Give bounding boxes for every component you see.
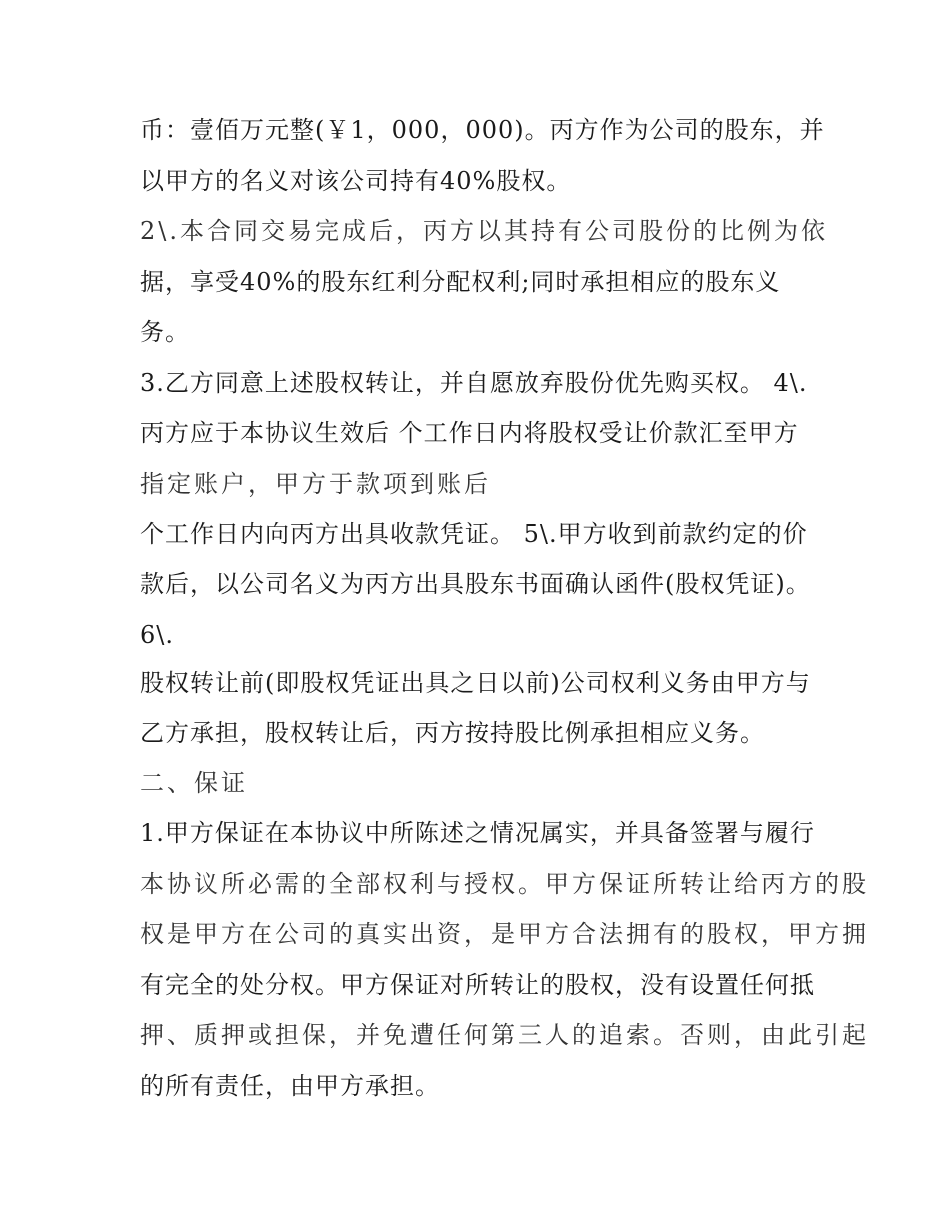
text-line: 股权转让前(即股权凭证出具之日以前)公司权利义务由甲方与	[140, 669, 811, 697]
text-line: 丙方应于本协议生效后 个工作日内将股权受让价款汇至甲方	[140, 419, 799, 447]
text-line: 3.乙方同意上述股权转让，并自愿放弃股份优先购买权。 4\.	[140, 369, 808, 397]
text-line: 乙方承担，股权转让后，丙方按持股比例承担相应义务。	[140, 719, 765, 747]
text-line: 币：壹佰万元整(￥1，000，000)。丙方作为公司的股东，并	[140, 116, 825, 144]
text-line: 据，享受40%的股东红利分配权利;同时承担相应的股东义	[140, 268, 781, 296]
text-line: 的所有责任，由甲方承担。	[140, 1072, 440, 1100]
text-line: 2\.本合同交易完成后，丙方以其持有公司股份的比例为依	[140, 217, 828, 245]
text-line: 押、质押或担保，并免遭任何第三人的追索。否则，由此引起	[140, 1021, 869, 1049]
text-line: 指定账户，甲方于款项到账后	[140, 470, 491, 498]
text-line: 1.甲方保证在本协议中所陈述之情况属实，并具备签署与履行	[140, 819, 815, 847]
text-line: 权是甲方在公司的真实出资，是甲方合法拥有的股权，甲方拥	[140, 920, 869, 948]
text-line: 6\.	[140, 621, 174, 649]
section-heading: 二、保证	[140, 769, 248, 797]
text-line: 有完全的处分权。甲方保证对所转让的股权，没有设置任何抵	[140, 971, 815, 999]
text-line: 务。	[140, 318, 190, 346]
text-line: 以甲方的名义对该公司持有40%股权。	[140, 167, 572, 195]
text-line: 本协议所必需的全部权利与授权。甲方保证所转让给丙方的股	[140, 870, 869, 898]
text-line: 个工作日内向丙方出具收款凭证。 5\.甲方收到前款约定的价	[140, 520, 808, 548]
text-line: 款后，以公司名义为丙方出具股东书面确认函件(股权凭证)。	[140, 570, 811, 598]
